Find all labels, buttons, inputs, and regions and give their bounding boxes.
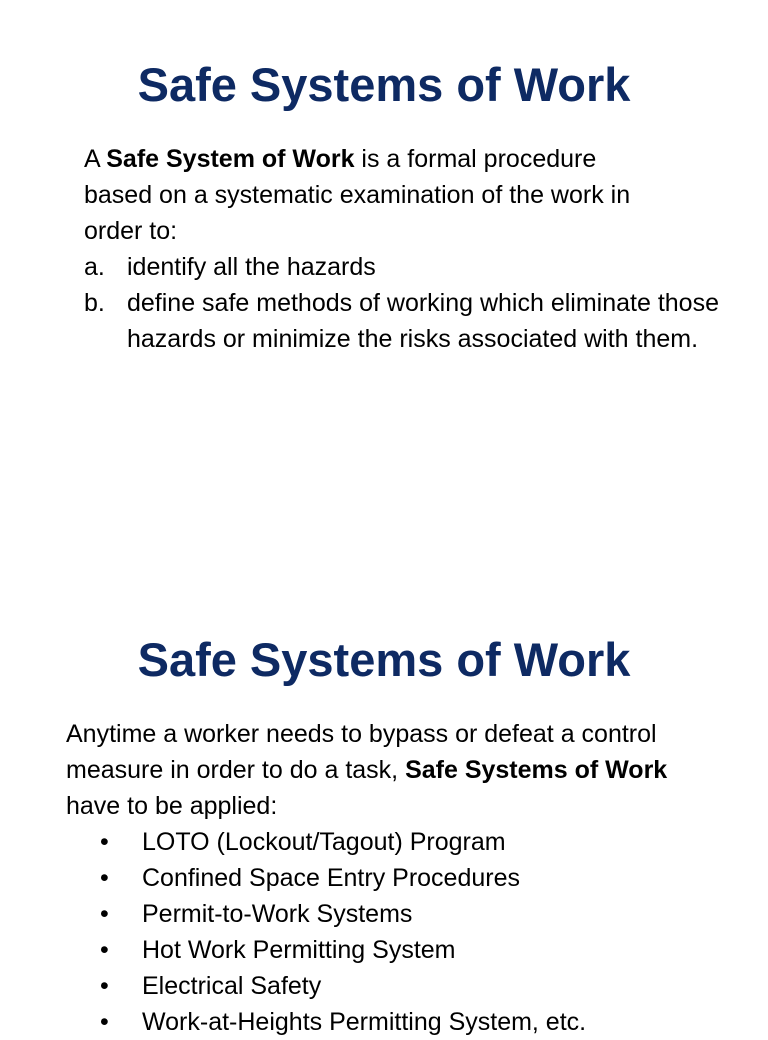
bullet-item [100,824,740,860]
list-item-b [84,285,724,357]
bullet-icon: • [100,936,109,964]
intro-prefix: A [84,145,107,173]
intro-line-1-rest: is a formal procedure [354,145,597,173]
bullet-text: LOTO (Lockout/Tagout) Program [142,828,506,856]
bullet-list [100,824,740,1040]
bullet-icon: • [100,972,109,1000]
bullet-text: Confined Space Entry Procedures [142,864,520,892]
slide-1-body [84,141,724,357]
bullet-icon: • [100,828,109,856]
intro-line-2: based on a systematic examination of the work in [84,181,631,209]
slide-2-title: Safe Systems of Work [137,633,631,686]
slide-2 [0,580,768,1036]
list-text-b: define safe methods of working which eliminate those hazards or minimize the risks associated with them. [127,289,719,353]
bullet-item [100,932,740,968]
bullet-item [100,896,740,932]
list-marker-b: b. [84,289,105,317]
bullet-text: Hot Work Permitting System [142,936,456,964]
list-marker-a: a. [84,253,105,281]
intro-line-2 [66,752,736,788]
intro-line-3: have to be applied: [66,792,278,820]
bullet-icon: • [100,1008,109,1036]
bullet-text: Permit-to-Work Systems [142,900,413,928]
bullet-item [100,968,740,1004]
intro-bold-term: Safe System of Work [106,145,355,173]
bullet-item [100,860,740,896]
intro-line-1 [84,141,724,177]
intro-bold-term: Safe Systems of Work [405,756,668,784]
slide-1-title: Safe Systems of Work [137,58,631,111]
bullet-icon: • [100,864,109,892]
list-item-a [84,249,724,285]
list-text-a: identify all the hazards [127,253,376,281]
bullet-text: Work-at-Heights Permitting System, etc. [142,1008,587,1036]
intro-line-1: Anytime a worker needs to bypass or defeat a control [66,720,657,748]
bullet-text: Electrical Safety [142,972,322,1000]
bullet-icon: • [100,900,109,928]
intro-line-3: order to: [84,217,178,245]
slide-2-body [66,716,736,824]
bullet-item [100,1004,740,1040]
intro-line-2-prefix: measure in order to do a task, [66,756,406,784]
